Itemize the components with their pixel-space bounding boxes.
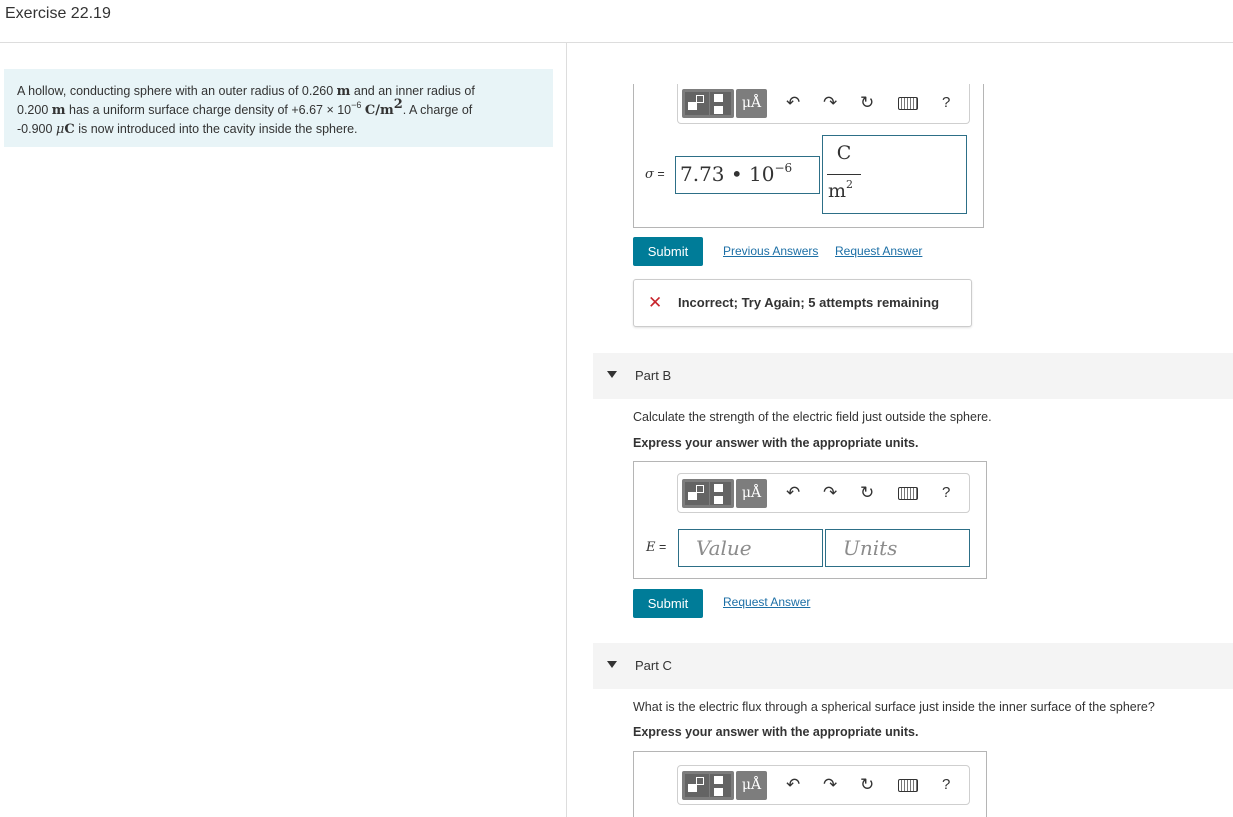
part-b-submit-button[interactable]: Submit (633, 589, 703, 618)
units-symbol-button[interactable]: μÅ (736, 771, 767, 800)
units-symbol-button[interactable]: μÅ (736, 479, 767, 508)
units-denominator: $m^2$ (828, 178, 854, 202)
keyboard-icon[interactable] (898, 487, 918, 500)
undo-icon[interactable]: ↶ (786, 775, 801, 794)
help-icon[interactable]: ? (942, 484, 951, 501)
incorrect-icon: ✕ (648, 293, 663, 312)
template-icon[interactable] (682, 771, 734, 800)
part-b-toolbar (677, 473, 970, 513)
collapse-arrow-icon (607, 661, 617, 668)
reset-icon[interactable]: ↻ (860, 775, 875, 794)
part-b-request-answer-link[interactable]: Request Answer (723, 595, 811, 609)
sigma-units-field[interactable] (822, 135, 967, 214)
redo-icon[interactable]: ↷ (823, 483, 838, 502)
undo-icon[interactable]: ↶ (786, 93, 801, 112)
template-icon[interactable] (682, 89, 734, 118)
fraction-bar (827, 174, 861, 175)
part-c-question: What is the electric flux through a spherical surface just inside the inner surface of the sphere? (633, 700, 1155, 714)
units-numerator: C (836, 142, 852, 164)
problem-line-2: 0.200 m has a uniform surface charge density of $+6.67 \times 10^{-6}$ $C/m^2$. A charge of (17, 97, 473, 118)
redo-icon[interactable]: ↷ (823, 93, 838, 112)
sigma-value-field[interactable]: 7.73 • $10^{-6}$ (675, 156, 820, 194)
keyboard-icon[interactable] (898, 779, 918, 792)
template-icon[interactable] (682, 479, 734, 508)
feedback-text: Incorrect; Try Again; 5 attempts remaining (678, 295, 940, 310)
e-value-input[interactable]: Value (678, 529, 823, 567)
sigma-label: σ = (645, 167, 665, 182)
part-c-title: Part C (635, 658, 672, 673)
problem-statement (4, 69, 553, 147)
help-icon[interactable]: ? (942, 94, 951, 111)
column-divider (566, 43, 567, 817)
units-symbol-button[interactable]: μÅ (736, 89, 767, 118)
part-b-hint: Express your answer with the appropriate units. (633, 436, 919, 450)
part-c-header[interactable] (593, 643, 1233, 689)
undo-icon[interactable]: ↶ (786, 483, 801, 502)
problem-line-3: -0.900 μC is now introduced into the cavity inside the sphere. (17, 122, 358, 137)
collapse-arrow-icon (607, 371, 617, 378)
part-a-request-answer-link[interactable]: Request Answer (835, 244, 923, 258)
keyboard-icon[interactable] (898, 97, 918, 110)
part-a-submit-button[interactable]: Submit (633, 237, 703, 266)
part-c-hint: Express your answer with the appropriate units. (633, 725, 919, 739)
page-title: Exercise 22.19 (5, 5, 111, 22)
e-field-label: E = (646, 540, 667, 555)
part-b-question: Calculate the strength of the electric field just outside the sphere. (633, 410, 992, 424)
feedback-message (633, 279, 972, 327)
part-a-toolbar (677, 84, 970, 124)
problem-line-1: A hollow, conducting sphere with an outer radius of 0.260 m and an inner radius of (17, 84, 475, 99)
part-b-header[interactable] (593, 353, 1233, 399)
reset-icon[interactable]: ↻ (860, 483, 875, 502)
redo-icon[interactable]: ↷ (823, 775, 838, 794)
e-units-input[interactable]: Units (825, 529, 970, 567)
part-c-toolbar (677, 765, 970, 805)
previous-answers-link[interactable]: Previous Answers (723, 244, 819, 258)
part-b-title: Part B (635, 368, 672, 383)
reset-icon[interactable]: ↻ (860, 93, 875, 112)
help-icon[interactable]: ? (942, 776, 951, 793)
header (0, 0, 1233, 43)
